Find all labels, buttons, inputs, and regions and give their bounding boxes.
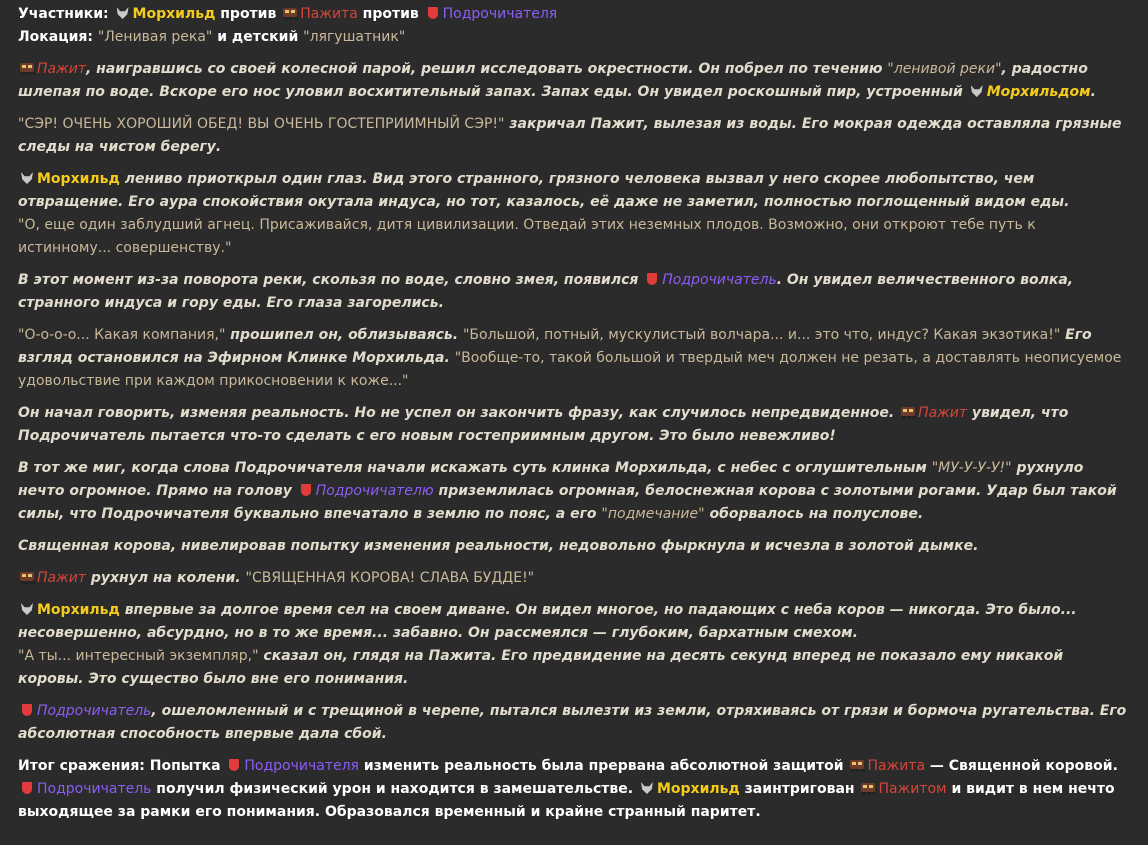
name-podrochichatel: Подрочичатель bbox=[37, 781, 152, 797]
shield-icon bbox=[298, 483, 314, 497]
name-morhild: Морхильдом bbox=[986, 84, 1091, 100]
paragraph bbox=[18, 402, 1130, 448]
name-podrochichatel: Подрочичателю bbox=[315, 483, 434, 499]
narration-text: впервые за долгое время сел на своем диване. Он видел многое, но падающих с неба коров — никогда. Это было... несовершенно, абсурдно, но в то же время... забавно. Он рассмеялся — глубоким, бархатным смехом. bbox=[18, 602, 1077, 641]
shield-icon bbox=[226, 758, 242, 772]
name-podrochichatel: Подрочичателя bbox=[442, 6, 558, 22]
bold-text: — Священной коровой. bbox=[925, 758, 1118, 774]
name-pazhit: Пажитом bbox=[878, 781, 947, 797]
bold-text: Участники: bbox=[18, 6, 114, 22]
name-podrochichatel: Подрочичатель bbox=[662, 272, 777, 288]
name-pazhit: Пажита bbox=[300, 6, 358, 22]
bold-text: получил физический урон и находится в замешательстве. bbox=[151, 781, 638, 797]
narration-text: , наигравшись со своей колесной парой, решил исследовать окрестности. Он побрел по течению bbox=[85, 61, 888, 77]
name-morhild: Морхильд bbox=[37, 602, 120, 618]
name-pazhit: Пажит bbox=[37, 570, 86, 586]
quote-text: "лягушатник" bbox=[303, 29, 406, 45]
quote-text: "ленивой реки" bbox=[887, 61, 1002, 77]
paragraph bbox=[18, 535, 1130, 558]
paragraph bbox=[18, 567, 1130, 590]
name-morhild: Морхильд bbox=[37, 171, 120, 187]
paragraph bbox=[18, 58, 1130, 104]
shield-icon bbox=[19, 703, 35, 717]
bold-text: Попытка bbox=[149, 758, 226, 774]
name-pazhit: Пажита bbox=[867, 758, 926, 774]
name-podrochichatel: Подрочичателя bbox=[244, 758, 359, 774]
bold-text: Локация: bbox=[18, 29, 98, 45]
quote-text: "Ленивая река" bbox=[97, 29, 213, 45]
narration-text: оборвалось на полуслове. bbox=[704, 506, 924, 522]
shield-icon bbox=[644, 272, 660, 286]
narration-text: В тот же миг, когда слова Подрочичателя начали искажать суть клинка Морхильда, с небес с оглушительным bbox=[18, 460, 932, 476]
quote-text: "МУ-У-У-У!" bbox=[931, 460, 1012, 476]
shield-icon bbox=[425, 6, 441, 20]
narration-text: В этот момент из-за поворота реки, скользя по воде, словно змея, появился bbox=[18, 272, 644, 288]
paragraph bbox=[18, 457, 1130, 526]
bold-text: против bbox=[215, 6, 282, 22]
paragraph bbox=[18, 645, 1130, 691]
narration-text: закричал Пажит, вылезая из воды. Его мокрая одежда оставляла грязные следы на чистом берегу. bbox=[18, 116, 1122, 155]
bold-text: и видит в нем нечто выходящее за рамки его понимания. Образовался временный и крайне странный паритет. bbox=[18, 781, 1115, 820]
train-icon bbox=[860, 781, 876, 795]
paragraph bbox=[18, 269, 1130, 315]
quote-text: "Большой, потный, мускулистый волчара... и... это что, индус? Какая экзотика!" bbox=[462, 327, 1061, 343]
paragraph bbox=[18, 3, 1130, 26]
bold-text: заинтригован bbox=[739, 781, 860, 797]
narration-text: . bbox=[1090, 84, 1096, 100]
narration-text: рухнуло нечто огромное. Прямо на голову bbox=[18, 460, 1084, 499]
train-icon bbox=[900, 405, 916, 419]
quote-text: "Вообще-то, такой большой и твердый меч должен не резать, а доставлять неописуемое удовольствие при каждом прикосновении к коже..." bbox=[18, 350, 1122, 389]
narration-text: рухнул на колени. bbox=[85, 570, 246, 586]
bold-text: Итог сражения: bbox=[18, 758, 150, 774]
bold-text: изменить реальность была прервана абсолютной защитой bbox=[358, 758, 849, 774]
narration-text: прошипел он, облизываясь. bbox=[225, 327, 463, 343]
wolf-icon bbox=[115, 6, 131, 20]
paragraph bbox=[18, 324, 1130, 393]
bold-text: и детский bbox=[212, 29, 304, 45]
narration-text: , ошеломленный и с трещиной в черепе, пытался вылезти из земли, отряхиваясь от грязи и бормоча ругательства. Его абсолютная способность впервые дала сбой. bbox=[18, 703, 1127, 742]
paragraph bbox=[18, 113, 1130, 159]
wolf-icon bbox=[19, 171, 35, 185]
narration-text: , радостно шлепая по воде. Вскоре его нос уловил восхитительный запах. Запах еды. Он увидел роскошный пир, устроенный bbox=[18, 61, 1088, 100]
train-icon bbox=[19, 61, 35, 75]
shield-icon bbox=[19, 781, 35, 795]
paragraph bbox=[18, 700, 1130, 746]
narration-text: лениво приоткрыл один глаз. Вид этого странного, грязного человека вызвал у него скорее любопытство, чем отвращение. Его аура спокойствия окутала индуса, но тот, казалось, её даже не заметил, полностью поглощенный видом еды. bbox=[18, 171, 1070, 210]
quote-text: "О-о-о-о... Какая компания," bbox=[18, 327, 226, 343]
wolf-icon bbox=[19, 602, 35, 616]
paragraph bbox=[18, 168, 1130, 214]
quote-text: "А ты... интересный экземпляр," bbox=[18, 648, 259, 664]
name-pazhit: Пажит bbox=[37, 61, 86, 77]
name-morhild: Морхильд bbox=[132, 6, 216, 22]
bold-text: против bbox=[357, 6, 424, 22]
name-podrochichatel: Подрочичатель bbox=[37, 703, 152, 719]
train-icon bbox=[282, 6, 298, 20]
paragraph bbox=[18, 755, 1130, 824]
narration-text: Он начал говорить, изменяя реальность. Но не успел он закончить фразу, как случилось непредвиденное. bbox=[18, 405, 900, 421]
wolf-icon bbox=[969, 84, 985, 98]
narration-text: Его взгляд остановился на Эфирном Клинке Морхильда. bbox=[18, 327, 1092, 366]
narration-text: увидел, что Подрочичатель пытается что-то сделать с его новым гостеприимным другом. Это было невежливо! bbox=[18, 405, 1069, 444]
narration-text: приземлилась огромная, белоснежная корова с золотыми рогами. Удар был такой силы, что Подрочичателя буквально впечатало в землю по пояс, а его bbox=[18, 483, 1117, 522]
narration-text: Священная корова, нивелировав попытку изменения реальности, недовольно фыркнула и исчезла в золотой дымке. bbox=[18, 538, 979, 554]
paragraph bbox=[18, 26, 1130, 49]
train-icon bbox=[849, 758, 865, 772]
quote-text: "СВЯЩЕННАЯ КОРОВА! СЛАВА БУДДЕ!" bbox=[245, 570, 535, 586]
paragraph bbox=[18, 214, 1130, 260]
name-morhild: Морхильд bbox=[656, 781, 740, 797]
paragraph bbox=[18, 599, 1130, 645]
quote-text: "подмечание" bbox=[601, 506, 705, 522]
train-icon bbox=[19, 570, 35, 584]
name-pazhit: Пажит bbox=[918, 405, 968, 421]
narration-text: сказал он, глядя на Пажита. Его предвидение на десять секунд вперед не показало ему никакой коровы. Это существо было вне его понимания. bbox=[18, 648, 1064, 687]
quote-text: "СЭР! ОЧЕНЬ ХОРОШИЙ ОБЕД! ВЫ ОЧЕНЬ ГОСТЕПРИИМНЫЙ СЭР!" bbox=[18, 116, 505, 132]
wolf-icon bbox=[639, 781, 655, 795]
quote-text: "О, еще один заблудший агнец. Присаживайся, дитя цивилизации. Отведай этих неземных плодов. Возможно, они откроют тебе путь к истинному... совершенству." bbox=[18, 217, 1036, 256]
narration-text: . Он увидел величественного волка, странного индуса и гору еды. Его глаза загорелись. bbox=[18, 272, 1074, 311]
